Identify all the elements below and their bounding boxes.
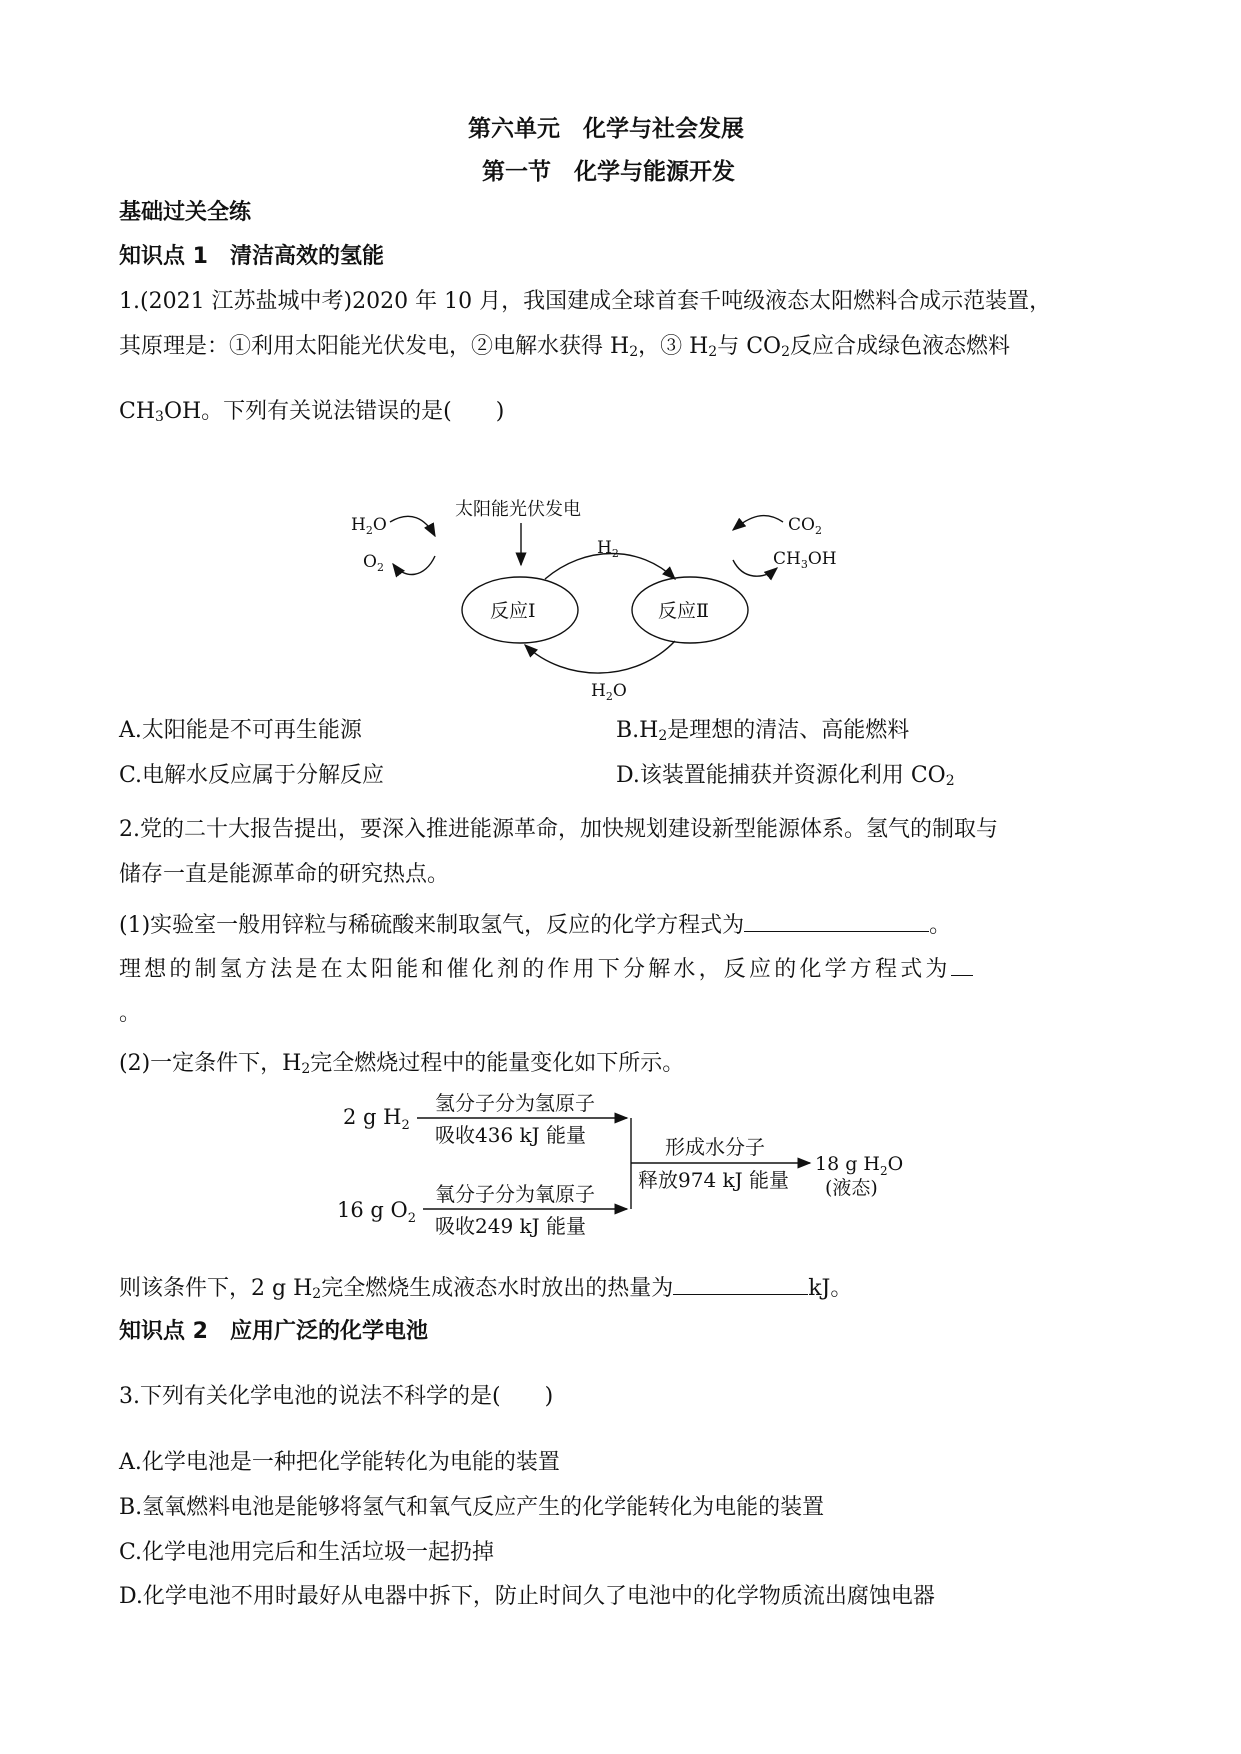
question-2-part-2-intro: (2)一定条件下，$H_2$完全燃烧过程中的能量变化如下所示。 — [119, 1051, 685, 1077]
question-2-part-2-question: 则该条件下，2 g $H_2$完全燃烧生成液态水时放出的热量为 kJ。 — [119, 1272, 852, 1303]
diagram-right-species — [725, 500, 865, 600]
diagram-left-species — [345, 500, 455, 600]
reaction-1-label: 反应Ⅰ — [490, 600, 536, 622]
water-product-label: 18 g $H_2O$ — [815, 1153, 904, 1178]
question-1-line-1: 1.(2021 江苏盐城中考)2020 年 10 月，我国建成全球首套千吨级液态太阳燃料合成示范装置， — [119, 289, 1052, 314]
water-state-label: (液态) — [825, 1177, 878, 1199]
answer-blank-1[interactable] — [744, 909, 929, 932]
question-2-part-1-line-2: 理想的制氢方法是在太阳能和催化剂的作用下分解水，反应的化学方程式为 — [119, 953, 973, 984]
ch3oh-out-arrow — [733, 560, 777, 576]
answer-blank-3[interactable] — [673, 1272, 808, 1295]
co2-in-arrow — [733, 516, 783, 530]
energy-change-diagram — [335, 1090, 915, 1240]
q1-option-a: A.太阳能是不可再生能源 — [119, 718, 362, 743]
answer-blank-2[interactable] — [951, 953, 973, 976]
question-2-part-1-line-1: (1)实验室一般用锌粒与稀硫酸来制取氢气，反应的化学方程式为 。 — [119, 909, 951, 940]
q3-option-a: A.化学电池是一种把化学能转化为电能的装置 — [119, 1450, 560, 1475]
q1-option-d: D.该装置能捕获并资源化利用 $CO_2$ — [616, 763, 955, 789]
q1-option-b: $B.H_2$是理想的清洁、高能燃料 — [616, 718, 910, 744]
h2-mass-label: 2 g $H_2$ — [343, 1105, 410, 1133]
h2o-left-label: $H_2O$ — [351, 515, 387, 537]
o2-mass-label: 16 g $O_2$ — [337, 1198, 417, 1226]
h2-step-bottom: 吸收436 kJ 能量 — [435, 1123, 587, 1147]
question-1-line-3: $CH_3OH$。下列有关说法错误的是( ) — [119, 399, 505, 425]
section-title: 第一节 化学与能源开发 — [482, 159, 735, 185]
o2-label: $O_2$ — [363, 552, 384, 574]
h2o-in-arrow — [390, 516, 435, 536]
o2-out-arrow — [393, 556, 435, 574]
reaction-2-label: 反应Ⅱ — [658, 600, 709, 622]
question-2-part-1-line-3: 。 — [119, 1001, 142, 1026]
knowledge-point-2-title: 知识点 2 应用广泛的化学电池 — [119, 1319, 428, 1344]
question-2-line-1: 2.党的二十大报告提出，要深入推进能源革命，加快规划建设新型能源体系。氢气的制取与 — [119, 817, 998, 842]
o2-step-bottom: 吸收249 kJ 能量 — [435, 1214, 587, 1238]
h2o-return-arrow — [525, 641, 675, 673]
question-3-stem: 3.下列有关化学电池的说法不科学的是( ) — [119, 1384, 554, 1409]
h2-step-top: 氢分子分为氢原子 — [435, 1091, 595, 1115]
q1-option-c: C.电解水反应属于分解反应 — [119, 763, 385, 788]
o2-step-top: 氧分子分为氧原子 — [435, 1182, 595, 1206]
unit-title: 第六单元 化学与社会发展 — [468, 116, 744, 142]
q3-option-b: B.氢氧燃料电池是能够将氢气和氧气反应产生的化学能转化为电能的装置 — [119, 1495, 825, 1520]
q3-option-d: D.化学电池不用时最好从电器中拆下，防止时间久了电池中的化学物质流出腐蚀电器 — [119, 1584, 935, 1609]
h2-top-label: $H_2$ — [597, 538, 619, 560]
knowledge-point-1-title: 知识点 1 清洁高效的氢能 — [119, 244, 384, 269]
form-water-bottom: 释放974 kJ 能量 — [638, 1168, 790, 1192]
section-label: 基础过关全练 — [119, 200, 252, 225]
q3-option-c: C.化学电池用完后和生活垃圾一起扔掉 — [119, 1540, 495, 1565]
co2-label: $CO_2$ — [788, 515, 822, 537]
form-water-top: 形成水分子 — [665, 1135, 765, 1159]
solar-power-label: 太阳能光伏发电 — [455, 499, 581, 520]
question-2-line-2: 储存一直是能源革命的研究热点。 — [119, 862, 450, 887]
question-1-line-2: 其原理是：①利用太阳能光伏发电，②电解水获得 $H_2$，③ $H_2$与 $CO_2$反应合成绿色液态燃料 — [119, 334, 1011, 360]
ch3oh-label: $CH_3OH$ — [773, 549, 837, 571]
h2o-bottom-label: $H_2O$ — [591, 681, 627, 700]
